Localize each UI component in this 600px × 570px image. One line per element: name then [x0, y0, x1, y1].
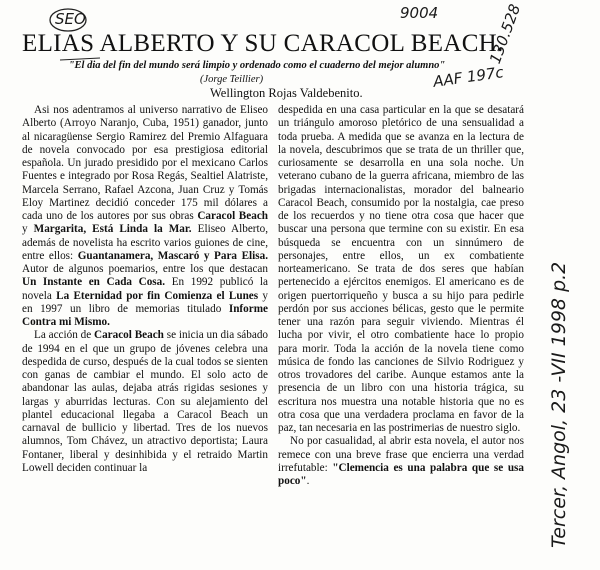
- article-column-right: [278, 104, 524, 488]
- epigraph: "El dia del fin del mundo será limpio y ordenado como el cuaderno del mejor alumno": [68, 60, 446, 71]
- archive-ref-left: AAF 197c: [432, 63, 505, 91]
- paragraph: La acción de Caracol Beach se inicia un dia sábado de 1994 en el que un grupo de jóvenes celebra una despedida de curso, después de la cual todos se sienten con ganas de cambiar el mundo. El solo acto de abandonar las aulas, dejaba atrás rigidas sesiones y largas y aburridas lecturas. Con su alejamiento del plantel educacional llegaba a Caracol Beach un carnaval de bullicio y libertad. Tres de los nuevos alumnos, Tom Chávez, un atractivo deportista; Laura Fontaner, liberal y desinhibida y el retraido Martin Lowell deciden continuar la: [22, 329, 269, 474]
- article-title: ELIAS ALBERTO Y SU CARACOL BEACH.: [22, 30, 504, 57]
- paragraph: No por casualidad, al abrir esta novela, el autor nos remece con una breve frase que encierra una verdad irrefutable: "Clemencia es una palabra que se usa poco".: [278, 435, 525, 487]
- seo-mark: SEO: [55, 10, 86, 28]
- archive-number: 9004: [400, 4, 439, 22]
- article-column-left: [22, 104, 268, 475]
- paragraph: despedida en una casa particular en la que se desatará un triángulo amoroso pletórico de una sensualidad a toda prueba. A medida que se avanza en la lectura de la novela, descubrimos que se trata de un thriller que, curiosamente se desarrolla en una sola noche. Un veterano cubano de la guerra africana, miembro de las brigadas internacionalistas, morador del balneario Caracol Beach, consumido por la nostalgia, cae preso de los recuerdos y no tiene otra cosa que hacer que buscar una persona que termine con su existir. En esa búsqueda se encuentra con un sinnúmero de personajes, entre ellos, un ex combatiente norteamericano. Se trata de dos seres que habían pertenecido a ejércitos enemigos. El americano es de origen puertorriqueño y busca a su hijo para pedirle perdón por sus acciones bélicas, gesto que le permite tener una razón para seguir viviendo. Mientras él lucha por vivir, el otro combatiente hace lo propio para morir. Toda la acción de la novela tiene como música de fondo las canciones de Silvio Rodriguez y otros trovadores del caribe. Aunque estamos ante la presencia de un libro con una historia trágica, su escritura nos muestra una notable historia que no es otra cosa que una verdadera proclama en favor de la paz, tan necesaria en las postrimerias de nuestro siglo.: [278, 104, 524, 434]
- archive-ref-right: 130.528: [486, 1, 525, 67]
- byline: Wellington Rojas Valdebenito.: [210, 86, 363, 100]
- epigraph-author: (Jorge Teillier): [200, 74, 264, 85]
- paragraph: Asi nos adentramos al universo narrativo de Eliseo Alberto (Arroyo Naranjo, Cuba, 1951) ganador, junto al nicaragüense Sergio Ramirez del Premio Alfaguara de novela convocado por esa prestigiosa editorial española. Un jurado presidido por el mexicano Carlos Fuentes e integrado por Rosa Regás, Sealtiel Alatriste, Marcela Serrano, Rafael Azcona, Juan Cruz y Tomás Eloy Martinez decidió conceder 175 mil dólares a cada uno de los autores por sus obras Caracol Beach y Margarita, Está Linda la Mar. Eliseo Alberto, además de novelista ha escrito varios guiones de cine, entre ellos: Guantanamera, Mascaró y Para Elisa. Autor de algunos poemarios, entre los que destacan Un Instante en Cada Cosa. En 1992 publicó la novela La Eternidad por fin Comienza el Lunes y en 1997 un libro de memorias titulado Informe Contra mi Mismo.: [22, 104, 269, 328]
- source-date-annotation: Tercer, Angol, 23 -VII 1998 p.2: [548, 261, 570, 548]
